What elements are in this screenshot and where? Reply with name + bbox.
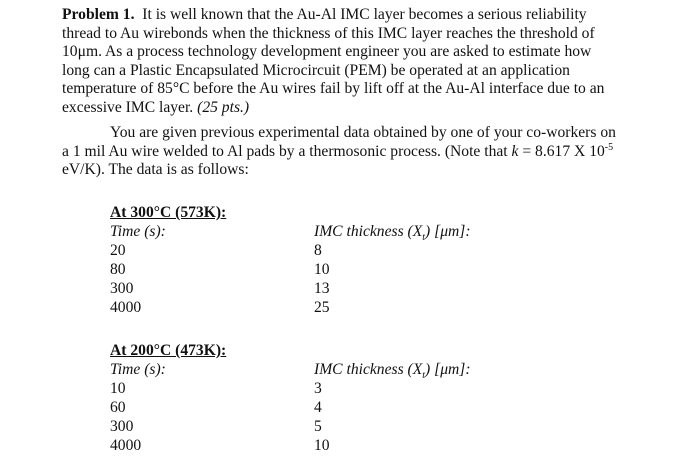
problem-line-1: It is well known that the Au-Al IMC layer becomes a serious reliability (142, 6, 587, 23)
problem-line-5: temperature of 85°C before the Au wires fail by lift off at the Au-Al interface due to an (62, 80, 605, 97)
data-table-300c (110, 203, 570, 317)
data-table-200c (110, 341, 570, 455)
thickness-value: 8 (314, 242, 322, 259)
problem-label: Problem 1. (62, 6, 135, 23)
table-row (110, 260, 570, 279)
table-row (110, 298, 570, 317)
table-row (110, 436, 570, 455)
time-value: 20 (110, 242, 126, 259)
table-heading: At 200°C (473K): (110, 342, 227, 359)
exponent: -5 (604, 141, 614, 153)
problem-line-2: thread to Au wirebonds when the thickness of this IMC layer reaches the threshold of (62, 24, 595, 42)
time-header: Time (s): (110, 223, 166, 240)
problem-statement (62, 6, 662, 117)
thickness-value: 10 (314, 437, 330, 454)
table-row (110, 279, 570, 298)
time-value: 4000 (110, 299, 142, 316)
problem-line-6: excessive IMC layer. (62, 98, 194, 116)
thickness-value: 4 (314, 399, 322, 416)
given-line-3: eV/K). The data is as follows: (62, 161, 249, 178)
time-value: 60 (110, 399, 126, 416)
thickness-value: 5 (314, 418, 322, 435)
thickness-value: 25 (314, 299, 330, 316)
time-value: 300 (110, 418, 134, 435)
problem-points: (25 pts.) (197, 98, 250, 116)
thickness-header: IMC thickness $(X_t)$ [μm]: (314, 223, 471, 244)
given-line-2b: = 8.617 X 10 (518, 142, 605, 160)
time-value: 4000 (110, 437, 142, 454)
time-value: 10 (110, 380, 126, 397)
table-row (110, 398, 570, 417)
time-value: 80 (110, 261, 126, 278)
table-heading: At 300°C (573K): (110, 204, 227, 221)
given-statement (62, 124, 662, 180)
boltzmann-symbol: k (511, 142, 519, 160)
thickness-value: 10 (314, 261, 330, 278)
time-header: Time (s): (110, 361, 166, 378)
thickness-header: IMC thickness $(X_t)$ [μm]: (314, 361, 471, 382)
time-value: 300 (110, 280, 134, 297)
given-line-2a: a 1 mil Au wire welded to Al pads by a thermosonic process. (Note that (62, 142, 512, 160)
thickness-value: 13 (314, 280, 330, 297)
given-line-1: You are given previous experimental data obtained by one of your co-workers on (110, 124, 616, 141)
problem-line-3: 10μm. As a process technology development engineer you are asked to estimate how (62, 43, 592, 60)
table-row (110, 417, 570, 436)
thickness-value: 3 (314, 380, 322, 397)
problem-line-4: long can a Plastic Encapsulated Microcircuit (PEM) be operated at an application (62, 61, 570, 79)
table-row (110, 379, 570, 398)
table-row (110, 241, 570, 260)
